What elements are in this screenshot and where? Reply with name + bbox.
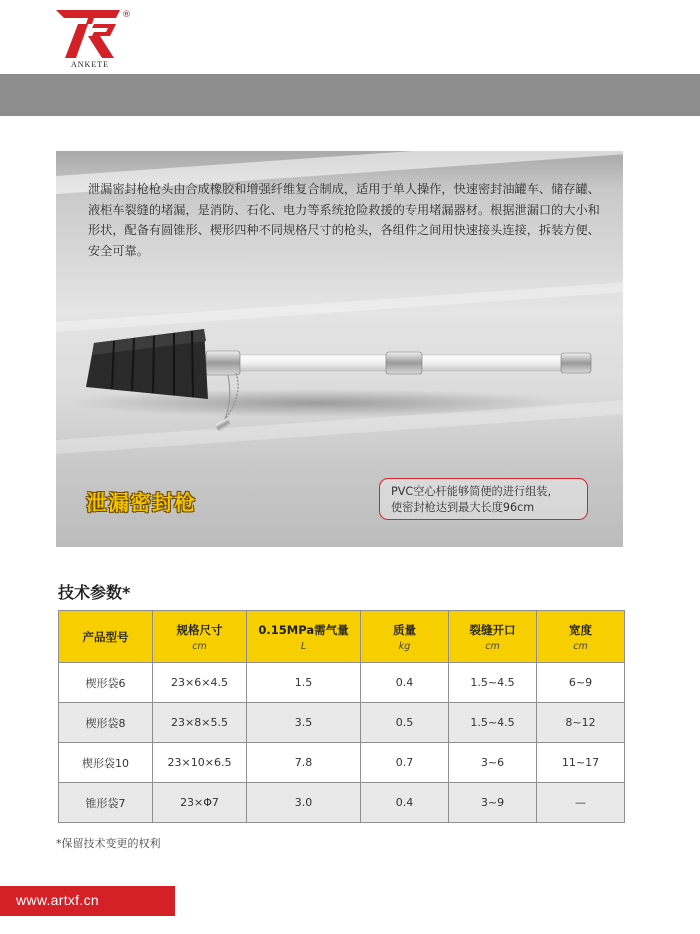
column-header: 0.15MPa需气量 L [247, 611, 361, 663]
callout-line-1: PVC空心杆能够简便的进行组装, [391, 485, 552, 498]
spec-footnote: *保留技术变更的权利 [56, 837, 161, 850]
spec-header-row [59, 611, 625, 663]
table-cell: 23×10×6.5 [153, 743, 247, 783]
table-row [59, 743, 625, 783]
table-cell: 3~6 [449, 743, 537, 783]
table-cell: 0.4 [361, 783, 449, 823]
table-cell: — [537, 783, 625, 823]
table-cell: 23×8×5.5 [153, 703, 247, 743]
table-cell: 6~9 [537, 663, 625, 703]
table-cell: 0.4 [361, 663, 449, 703]
product-title: 泄漏密封枪 [86, 491, 196, 515]
spec-heading: 技术参数* [58, 583, 131, 602]
table-row [59, 783, 625, 823]
table-cell: 1.5~4.5 [449, 703, 537, 743]
table-cell: 7.8 [247, 743, 361, 783]
website-link[interactable]: www.artxf.cn [16, 892, 99, 908]
column-header: 裂缝开口 cm [449, 611, 537, 663]
brand-name: ANKETE [71, 60, 109, 69]
column-header: 规格尺寸 cm [153, 611, 247, 663]
registered-mark: ® [122, 10, 131, 20]
table-cell: 0.7 [361, 743, 449, 783]
table-cell: 1.5 [247, 663, 361, 703]
table-cell: 11~17 [537, 743, 625, 783]
table-cell: 楔形袋6 [59, 663, 153, 703]
column-header: 宽度 cm [537, 611, 625, 663]
header-gray-band [0, 74, 700, 116]
ankete-logo-icon [56, 10, 120, 58]
table-row [59, 663, 625, 703]
table-cell: 锥形袋7 [59, 783, 153, 823]
product-description: 泄漏密封枪枪头由合成橡胶和增强纤维复合制成，适用于单人操作，快速密封油罐车、储存罐、液柜车裂缝的堵漏，是消防、石化、电力等系统抢险救援的专用堵漏器材。根据泄漏口的大小和形状，配备有圆锥形、楔形四种不同规格尺寸的枪头，各组件之间用快速接头连接，拆装方便、安全可靠。 [88, 182, 600, 258]
product-hero-image [56, 151, 623, 547]
brand-logo [52, 10, 132, 72]
table-cell: 3~9 [449, 783, 537, 823]
table-cell: 楔形袋10 [59, 743, 153, 783]
callout-text [391, 484, 551, 516]
table-cell: 8~12 [537, 703, 625, 743]
tube-callout-box [379, 478, 588, 520]
callout-line-2: 使密封枪达到最大长度96cm [391, 501, 535, 514]
table-cell: 3.5 [247, 703, 361, 743]
spec-table [58, 610, 625, 823]
table-row [59, 703, 625, 743]
footer-bar [0, 886, 175, 916]
table-cell: 1.5~4.5 [449, 663, 537, 703]
column-header: 质量 kg [361, 611, 449, 663]
table-cell: 0.5 [361, 703, 449, 743]
table-cell: 3.0 [247, 783, 361, 823]
column-header: 产品型号 [59, 611, 153, 663]
table-cell: 楔形袋8 [59, 703, 153, 743]
table-cell: 23×Φ7 [153, 783, 247, 823]
table-cell: 23×6×4.5 [153, 663, 247, 703]
